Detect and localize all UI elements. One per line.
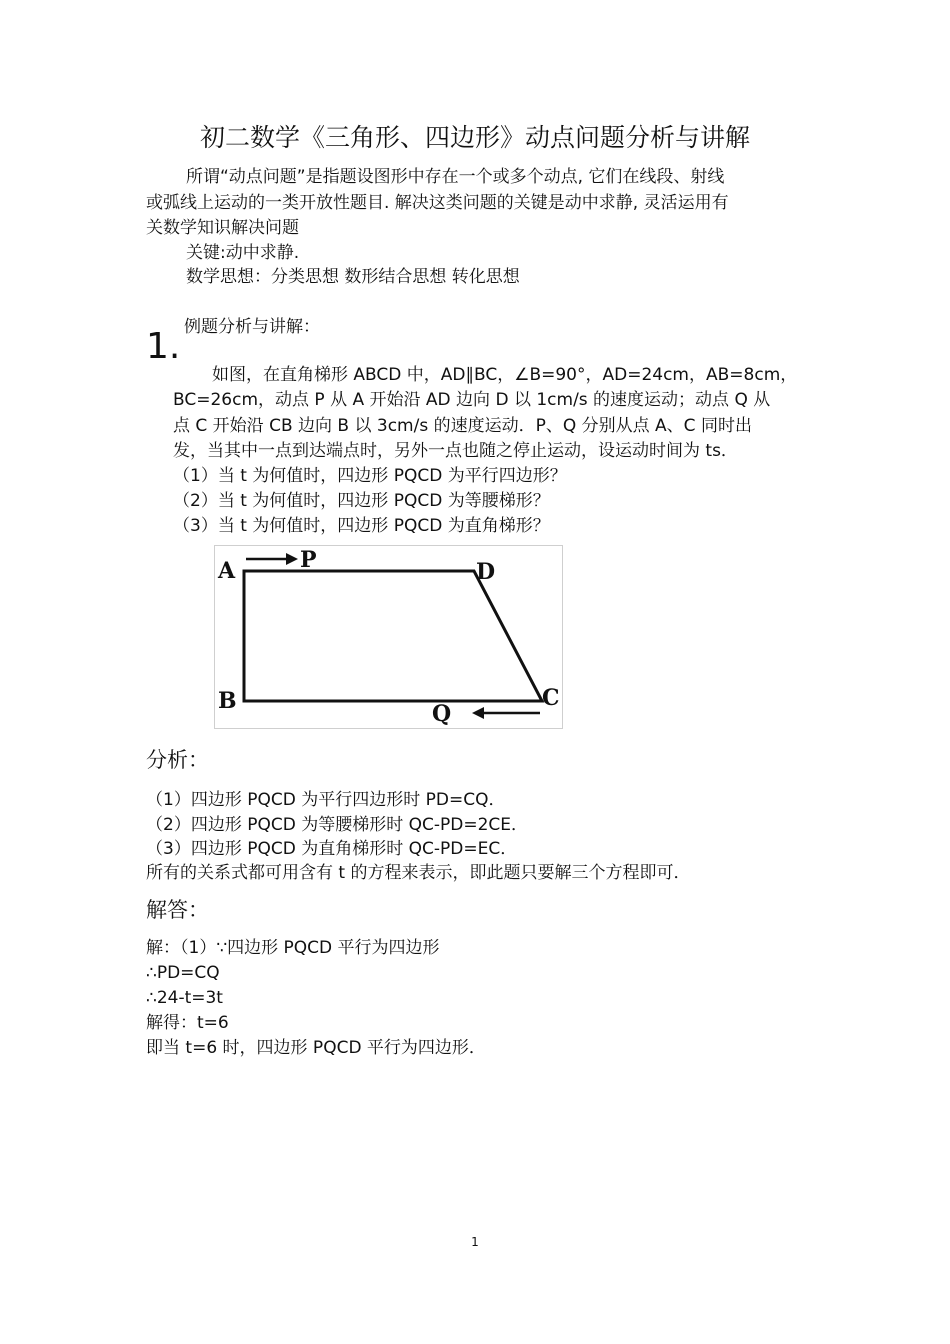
analysis-line-4: 所有的关系式都可用含有 t 的方程来表示，即此题只要解三个方程即可． — [146, 863, 691, 883]
key-line: 关键:动中求静. — [186, 243, 300, 263]
problem-line-1: 如图，在直角梯形 ABCD 中，AD∥BC，∠B=90°，AD=24cm，AB=8cm， — [212, 365, 798, 385]
label-d: D — [476, 559, 496, 585]
problem-line-2: BC=26cm，动点 P 从 A 开始沿 AD 边向 D 以 1cm/s 的速度运动；动点 Q 从 — [173, 390, 771, 410]
trapezoid-figure — [214, 545, 564, 730]
thinking-line: 数学思想：分类思想 数形结合思想 转化思想 — [186, 267, 520, 287]
solution-line-4: 解得：t=6 — [146, 1013, 229, 1033]
analysis-line-2: （2）四边形 PQCD 为等腰梯形时 QC-PD=2CE． — [146, 815, 529, 835]
analysis-heading: 分析： — [146, 748, 209, 772]
intro-line-3: 关数学知识解决问题 — [146, 218, 299, 238]
page-number: 1 — [471, 1235, 479, 1249]
analysis-line-1: （1）四边形 PQCD 为平行四边形时 PD=CQ． — [146, 790, 506, 810]
intro-line-2: 或弧线上运动的一类开放性题目. 解决这类问题的关键是动中求静, 灵活运用有 — [146, 193, 729, 213]
solution-line-1: 解：（1）∵四边形 PQCD 平行为四边形 — [146, 938, 440, 958]
analysis-line-3: （3）四边形 PQCD 为直角梯形时 QC-PD=EC． — [146, 839, 518, 859]
section-number: 1. — [146, 326, 181, 367]
solution-line-3: ∴24-t=3t — [146, 988, 223, 1008]
problem-line-4: 发，当其中一点到达端点时，另外一点也随之停止运动，设运动时间为 ts． — [173, 441, 738, 461]
intro-line-1: 所谓“动点问题”是指题设图形中存在一个或多个动点, 它们在线段、射线 — [186, 167, 725, 187]
question-3: （3）当 t 为何值时，四边形 PQCD 为直角梯形？ — [173, 516, 550, 536]
problem-line-3: 点 C 开始沿 CB 边向 B 以 3cm/s 的速度运动．P、Q 分别从点 A、C 同时出 — [173, 416, 752, 436]
label-c: C — [542, 685, 560, 711]
question-1: （1）当 t 为何值时，四边形 PQCD 为平行四边形？ — [173, 466, 567, 486]
solution-line-5: 即当 t=6 时，四边形 PQCD 平行为四边形． — [146, 1038, 486, 1058]
question-2: （2）当 t 为何值时，四边形 PQCD 为等腰梯形？ — [173, 491, 550, 511]
label-q: Q — [432, 701, 452, 727]
example-heading: 例题分析与讲解： — [184, 317, 320, 337]
label-b: B — [218, 688, 237, 714]
solution-line-2: ∴PD=CQ — [146, 963, 220, 983]
solution-heading: 解答： — [146, 898, 209, 922]
label-a: A — [218, 558, 236, 584]
label-p: P — [300, 547, 317, 573]
page-title: 初二数学《三角形、四边形》动点问题分析与讲解 — [199, 123, 750, 152]
